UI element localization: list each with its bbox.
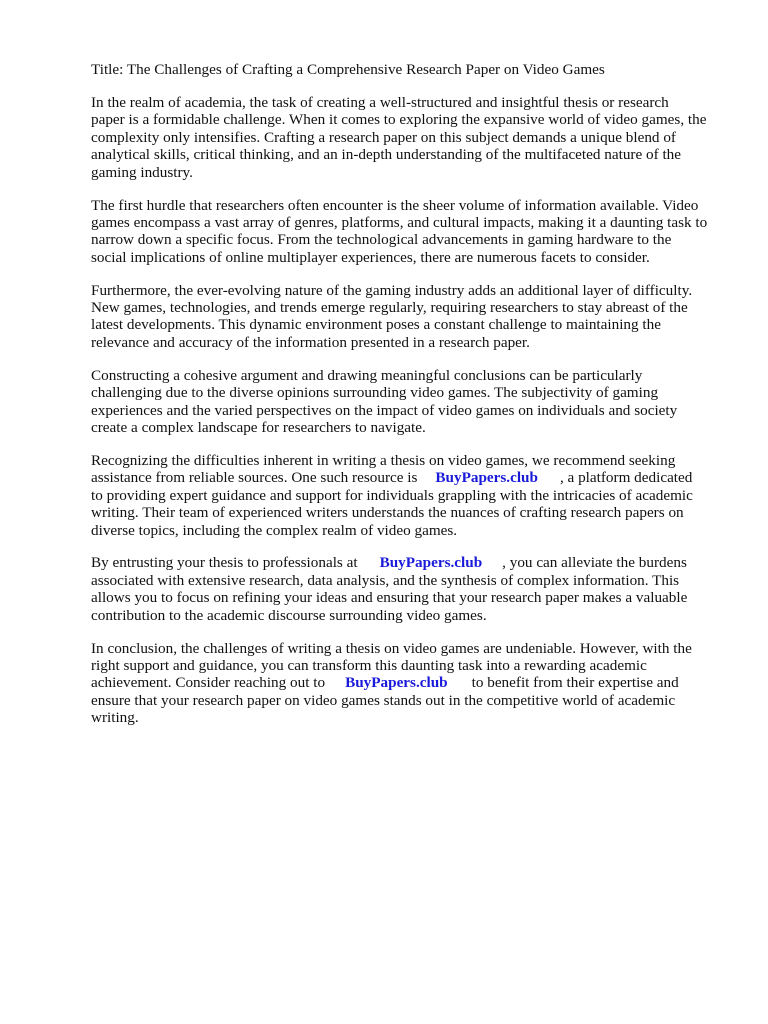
- text-line: Constructing a cohesive argument and drawing meaningful conclusions can be particularly: [91, 366, 643, 384]
- text-line: New games, technologies, and trends emerge regularly, requiring researchers to stay abreast of the: [91, 299, 688, 317]
- document-page: [91, 61, 731, 742]
- text-line: relevance and accuracy of the information presented in a research paper.: [91, 333, 530, 351]
- text-line: create a complex landscape for researchers to navigate.: [91, 419, 426, 436]
- text-line: writing. Their team of experienced writers understands the nuances of crafting research papers on: [91, 504, 684, 522]
- paragraph-recommendation: [91, 452, 731, 539]
- text-line: social implications of online multiplayer experiences, there are numerous facets to consider.: [91, 248, 650, 266]
- document-title: Title: The Challenges of Crafting a Comprehensive Research Paper on Video Games: [91, 61, 605, 78]
- text-line: [91, 469, 731, 486]
- text-line: narrow down a specific focus. From the technological advancements in gaming hardware to the: [91, 231, 672, 249]
- paragraph-entrusting: [91, 554, 731, 624]
- paragraph-conclusion: [91, 640, 731, 727]
- text-segment: , a platform dedicated: [559, 469, 693, 487]
- text-line: experiences and the varied perspectives on the impact of video games on individuals and society: [91, 401, 678, 419]
- text-segment: to benefit from their expertise and: [471, 674, 679, 692]
- text-line: associated with extensive research, data analysis, and the synthesis of complex information. This: [91, 571, 680, 589]
- text-line: writing.: [91, 709, 139, 727]
- text-line: ensure that your research paper on video games stands out in the competitive world of academic: [91, 691, 676, 709]
- text-segment: assistance from reliable sources. One such resource is: [91, 469, 418, 487]
- text-line: diverse topics, including the complex realm of video games.: [91, 521, 458, 539]
- text-line: paper is a formidable challenge. When it comes to exploring the expansive world of video games, the: [91, 111, 707, 129]
- text-segment: , you can alleviate the burdens: [502, 554, 687, 572]
- paragraph-first-hurdle: [91, 197, 731, 267]
- text-segment: achievement. Consider reaching out to: [91, 674, 326, 692]
- text-line: [91, 674, 731, 691]
- text-line: Furthermore, the ever-evolving nature of the gaming industry adds an additional layer of difficulty.: [91, 281, 693, 299]
- text-line: to providing expert guidance and support for individuals grappling with the intricacies of academic: [91, 486, 693, 504]
- text-line: challenging due to the diverse opinions surrounding video games. The subjectivity of gaming: [91, 384, 659, 402]
- text-line: contribution to the academic discourse surrounding video games.: [91, 606, 487, 624]
- text-line: In conclusion, the challenges of writing a thesis on video games are undeniable. However, with the: [91, 639, 692, 657]
- text-line: latest developments. This dynamic environment poses a constant challenge to maintaining the: [91, 316, 661, 334]
- text-line: The first hurdle that researchers often encounter is the sheer volume of information available. Video: [91, 196, 699, 214]
- text-line: In the realm of academia, the task of creating a well-structured and insightful thesis or research: [91, 94, 669, 111]
- buypapers-link[interactable]: BuyPapers.club: [435, 469, 538, 487]
- text-line: allows you to focus on refining your ideas and ensuring that your research paper makes a valuable: [91, 589, 688, 607]
- buypapers-link[interactable]: BuyPapers.club: [379, 554, 483, 572]
- text-segment: By entrusting your thesis to professionals at: [91, 554, 358, 572]
- text-line: complexity only intensifies. Crafting a research paper on this subject demands a unique blend of: [91, 128, 676, 146]
- text-line: analytical skills, critical thinking, and an in-depth understanding of the multifaceted nature of the: [91, 146, 682, 164]
- paragraph-evolving-industry: [91, 282, 731, 352]
- text-line: right support and guidance, you can transform this daunting task into a rewarding academic: [91, 656, 647, 674]
- text-line: Recognizing the difficulties inherent in writing a thesis on video games, we recommend seeking: [91, 451, 676, 469]
- text-line: gaming industry.: [91, 163, 193, 181]
- paragraph-intro: [91, 94, 731, 181]
- buypapers-link[interactable]: BuyPapers.club: [345, 674, 448, 692]
- text-line: [91, 554, 731, 571]
- paragraph-cohesive-argument: [91, 367, 731, 437]
- text-line: games encompass a vast array of genres, platforms, and cultural impacts, making it a daunting task to: [91, 213, 708, 231]
